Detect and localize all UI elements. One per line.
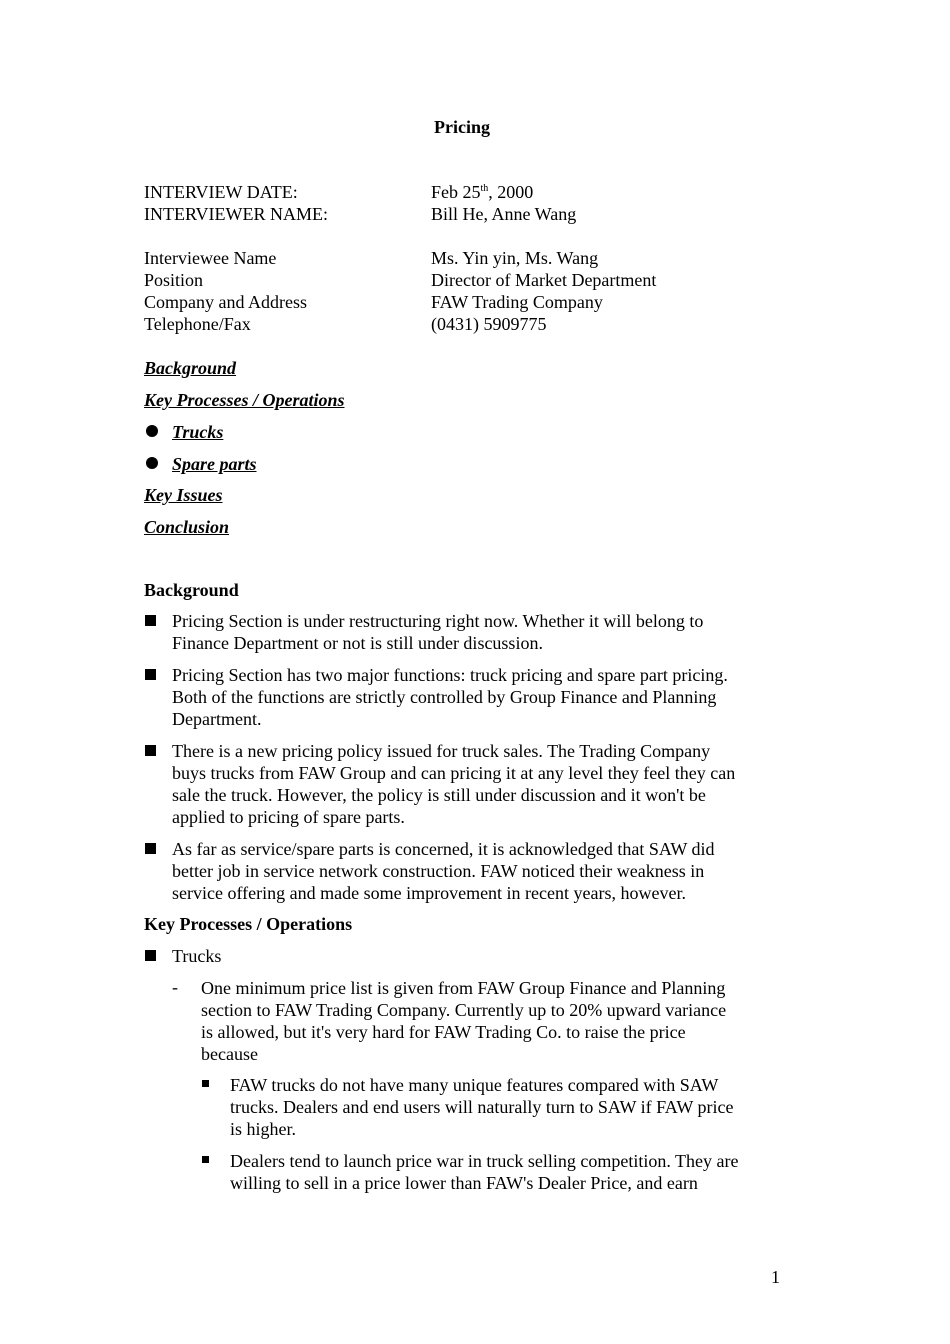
interviewee-name-value: Ms. Yin yin, Ms. Wang [431,248,599,268]
telephone-label: Telephone/Fax [144,314,251,334]
background-bullet-3: There is a new pricing policy issued for truck sales. The Trading Company buys trucks from FAW Group and can pricing it at any level they feel they can sale the truck. However, the policy is still under discussion and it won't be applied to pricing of spare parts. [172,741,736,827]
trucks-price-list-item: One minimum price list is given from FAW Group Finance and Planning section to FAW Trading Company. Currently up to 20% upward variance is allowed, but it's very hard for FAW Trading Co. to raise the price because [201,978,727,1064]
interview-date-label: INTERVIEW DATE: [144,182,298,202]
toc-link-conclusion[interactable]: Conclusion [144,517,230,537]
interviewee-name-label: Interviewee Name [144,248,277,268]
square-bullet-icon [145,669,156,680]
toc-link-trucks[interactable]: Trucks [172,422,224,442]
toc-link-key-processes[interactable]: Key Processes / Operations [144,390,345,410]
square-bullet-icon [145,615,156,626]
background-bullet-1: Pricing Section is under restructuring right now. Whether it will belong to Finance Department or not is still under discussion. [172,611,704,653]
background-bullet-4: As far as service/spare parts is concerned, it is acknowledged that SAW did better job in service network construction. FAW noticed their weakness in service offering and made some improvement in recent years, however. [172,839,715,903]
company-label: Company and Address [144,292,307,312]
dash-bullet: - [172,977,178,997]
trucks-subitem-2: Dealers tend to launch price war in truck selling competition. They are willing to sell in a price lower than FAW's Dealer Price, and earn [230,1151,739,1193]
page-title: Pricing [434,117,490,137]
interviewer-label: INTERVIEWER NAME: [144,204,329,224]
square-bullet-icon [145,843,156,854]
page-number: 1 [771,1267,780,1287]
toc-link-spare-parts[interactable]: Spare parts [172,454,257,474]
toc-link-key-issues[interactable]: Key Issues [144,485,223,505]
trucks-subitem-1: FAW trucks do not have many unique features compared with SAW trucks. Dealers and end users will naturally turn to SAW if FAW price is higher. [230,1075,734,1139]
small-square-bullet-icon [202,1080,209,1087]
position-value: Director of Market Department [431,270,657,290]
key-processes-heading: Key Processes / Operations [144,914,353,934]
bullet-dot-icon [146,457,158,469]
trucks-item: Trucks [172,946,222,966]
interviewer-value: Bill He, Anne Wang [431,204,577,224]
toc-link-background[interactable]: Background [144,358,237,378]
company-value: FAW Trading Company [431,292,603,312]
interview-date-value: Feb 25th, 2000 [431,182,534,202]
bullet-dot-icon [146,425,158,437]
telephone-value: (0431) 5909775 [431,314,547,334]
small-square-bullet-icon [202,1156,209,1163]
square-bullet-icon [145,745,156,756]
background-heading: Background [144,580,239,600]
position-label: Position [144,270,204,290]
background-bullet-2: Pricing Section has two major functions: truck pricing and spare part pricing. Both of the functions are strictly controlled by Group Finance and Planning Department. [172,665,728,729]
square-bullet-icon [145,950,156,961]
